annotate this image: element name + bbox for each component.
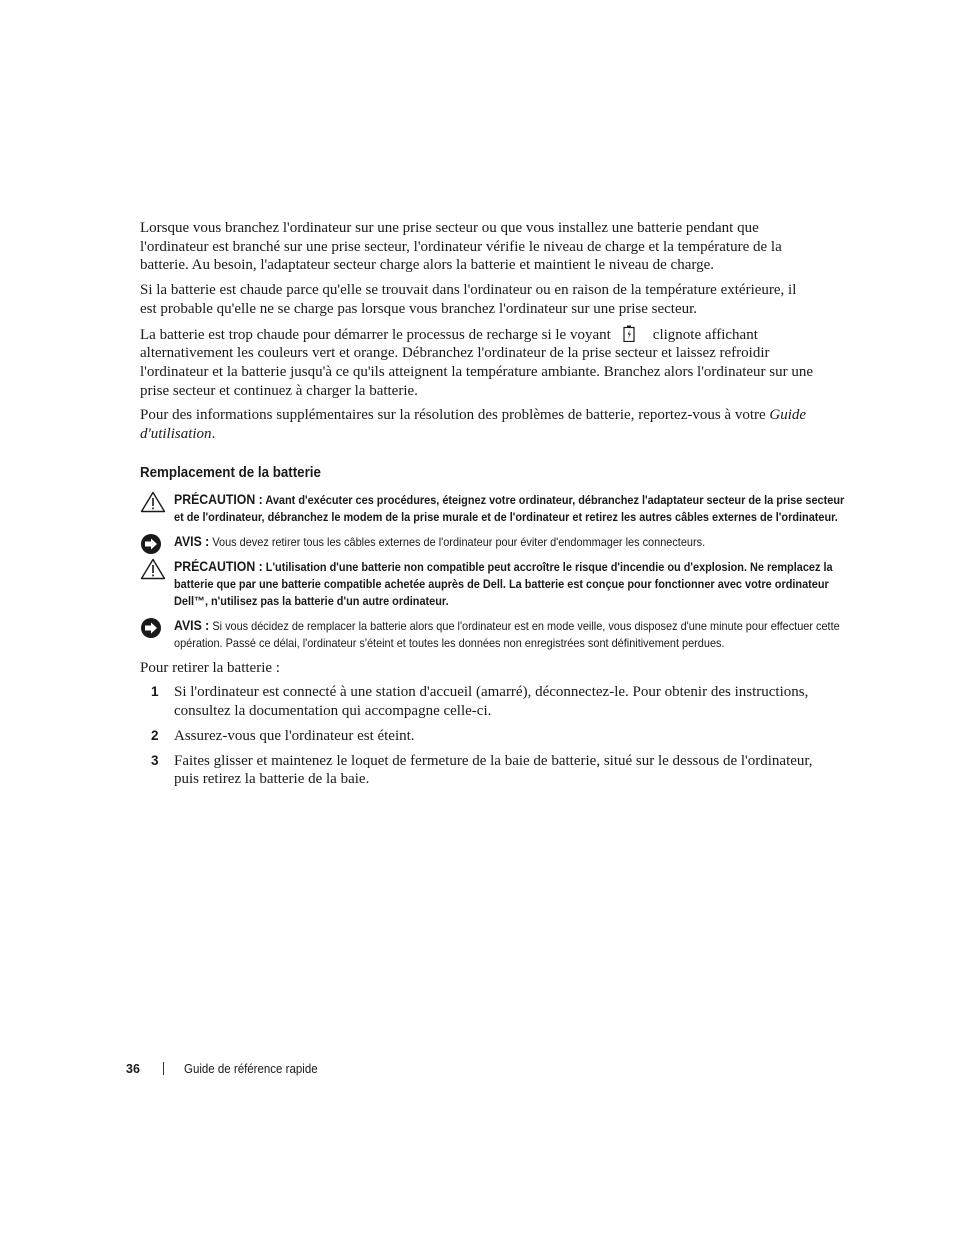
paragraph-hot-battery: Si la batterie est chaude parce qu'elle se trouvait dans l'ordinateur ou en raison de la température extérieure, il est probable qu'elle ne se charge pas lorsque vous branchez l'ordinateur sur une prise secteur. [140,282,797,317]
paragraph-too-hot-end: clignote affichant alternativement les couleurs vert et orange. Débranchez l'ordinateur de la prise secteur et laissez refroidir l'ordinateur et la batterie jusqu'à ce qu'ils atteignent la température ambiante. Branchez alors l'ordinateur sur une prise secteur et continuez à charger la batterie. [140,326,814,399]
step-number: 3 [151,752,159,768]
caution-text [174,491,847,526]
notice-arrow-icon [140,533,166,555]
step-text: Faites glisser et maintenez le loquet de fermeture de la baie de batterie, situé sur le dessous de l'ordinateur, puis retirez la batterie de la baie. [174,752,813,788]
step-text: Si l'ordinateur est connecté à une station d'accueil (amarré), déconnectez-le. Pour obtenir des instructions, consultez la documentation qui accompagne celle-ci. [174,684,809,720]
paragraph-too-hot-start: La batterie est trop chaude pour démarrer le processus de recharge si le voyant [140,326,611,343]
page-number: 36 [126,1062,140,1076]
paragraph-charging: Lorsque vous branchez l'ordinateur sur une prise secteur ou que vous installez une batterie pendant que l'ordinateur est branché sur une prise secteur, l'ordinateur vérifie le niveau de charge et la température de la batterie. Au besoin, l'adaptateur secteur charge alors la batterie et maintient le niveau de charge. [140,220,782,274]
caution-note [140,491,845,526]
step-text: Assurez-vous que l'ordinateur est éteint. [174,727,415,744]
caution-text [174,558,847,610]
step-number: 1 [151,684,159,700]
footer-title: Guide de référence rapide [183,1062,318,1076]
warning-triangle-icon [140,558,166,580]
notice-label: AVIS : [174,533,210,549]
notice-note [140,617,840,652]
step-number: 2 [151,727,159,743]
notice-label: AVIS : [174,617,210,633]
notice-text [174,617,847,652]
steps-list [140,683,816,789]
paragraph-more-info [140,406,816,443]
step-item [140,727,816,746]
footer-divider [163,1062,164,1075]
caution-label: PRÉCAUTION : [174,491,263,507]
step-item [140,752,816,789]
paragraph-too-hot [140,325,816,401]
user-guide-reference: Guide d'utilisation [140,407,807,443]
battery-status-icon [623,325,635,342]
steps-intro: Pour retirer la batterie : [140,659,280,676]
page-content [140,219,845,795]
more-info-text: Pour des informations supplémentaires sur la résolution des problèmes de batterie, reportez-vous à votre [140,407,766,424]
page-footer [126,1062,329,1076]
notice-body: Si vous décidez de remplacer la batterie alors que l'ordinateur est en mode veille, vous disposez d'une minute pour effectuer cette opération. Passé ce délai, l'ordinateur s'éteint et toutes les données non enregistrées sont définitivement perdues. [174,618,840,650]
caution-body: L'utilisation d'une batterie non compatible peut accroître le risque d'incendie ou d'explosion. Ne remplacez la batterie que par une batterie compatible achetée auprès de Dell. La batterie est conçue pour fonctionner avec votre ordinateur Dell™, n'utilisez pas la batterie d'un autre ordinateur. [174,559,833,608]
caution-body: Avant d'exécuter ces procédures, éteignez votre ordinateur, débranchez l'adaptateur secteur de la prise secteur et de l'ordinateur, débranchez le modem de la prise murale et de l'ordinateur et retirez les autres câbles externes de l'ordinateur. [174,492,845,524]
notice-text [174,533,847,551]
more-info-end: . [211,426,216,443]
caution-label: PRÉCAUTION : [174,558,263,574]
notice-arrow-icon [140,617,166,639]
notice-note [140,533,816,551]
notice-body: Vous devez retirer tous les câbles externes de l'ordinateur pour éviter d'endommager les connecteurs. [212,534,706,549]
step-item [140,683,816,720]
warning-triangle-icon [140,491,166,513]
caution-note [140,558,833,610]
section-heading: Remplacement de la batterie [140,464,321,481]
